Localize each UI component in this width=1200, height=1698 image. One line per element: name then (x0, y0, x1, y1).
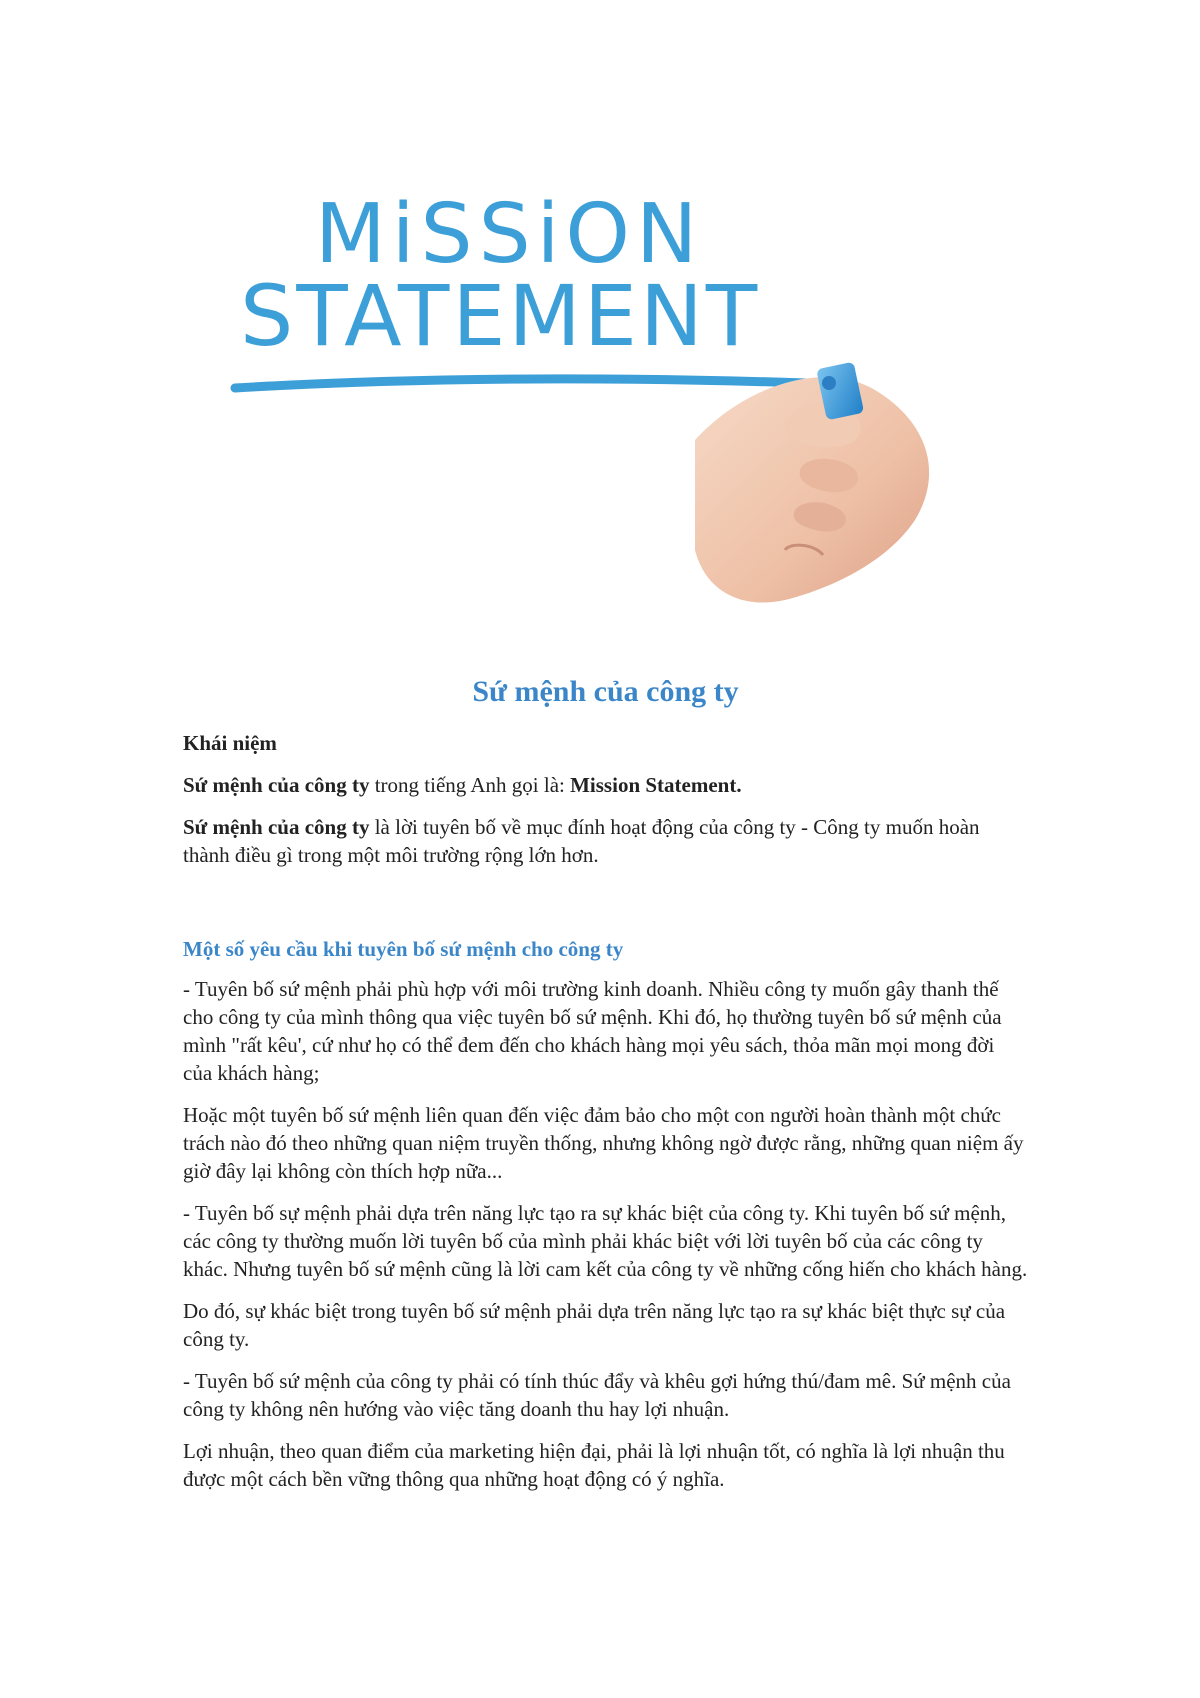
body-paragraph: - Tuyên bố sứ mệnh của công ty phải có tính thúc đẩy và khêu gợi hứng thú/đam mê. Sứ mệnh của công ty không nên hướng vào việc tăng doanh thu hay lợi nhuận. (183, 1369, 1011, 1421)
definition-text: trong tiếng Anh gọi là: (369, 773, 571, 797)
mission-statement-illustration (225, 170, 1005, 620)
section-heading-requirements: Một số yêu cầu khi tuyên bố sứ mệnh cho công ty (183, 937, 624, 961)
underline-stroke (235, 379, 835, 388)
term-bold: Sứ mệnh của công ty (183, 815, 370, 839)
body-paragraph: - Tuyên bố sự mệnh phải dựa trên năng lực tạo ra sự khác biệt của công ty. Khi tuyên bố sứ mệnh, các công ty thường muốn lời tuyên bố của mình phải khác biệt với lời tuyên bố của các công ty khác. Nhưng tuyên bố sứ mệnh cũng là lời cam kết của công ty về những cống hiến cho khách hàng. (183, 1201, 1028, 1281)
page-title: Sứ mệnh của công ty (472, 675, 739, 708)
term-bold: Sứ mệnh của công ty (183, 773, 370, 797)
body-paragraph: Lợi nhuận, theo quan điểm của marketing hiện đại, phải là lợi nhuận tốt, có nghĩa là lợi nhuận thu được một cách bền vững thông qua những hoạt động có ý nghĩa. (183, 1439, 1005, 1491)
document-body (183, 672, 1028, 1507)
body-paragraph: Hoặc một tuyên bố sứ mệnh liên quan đến việc đảm bảo cho một con người hoàn thành một chức trách nào đó theo những quan niệm truyền thống, nhưng không ngờ được rằng, những quan niệm ấy giờ đây lại không còn thích hợp nữa... (183, 1103, 1024, 1183)
body-paragraph: - Tuyên bố sứ mệnh phải phù hợp với môi trường kinh doanh. Nhiều công ty muốn gây thanh thế cho công ty của mình thông qua việc tuyên bố sứ mệnh. Khi đó, họ thường tuyên bố sứ mệnh của mình "rất kêu', cứ như họ có thể đem đến cho khách hàng mọi yêu sách, thỏa mãn mọi mong đời của khách hàng; (183, 977, 1002, 1085)
body-paragraph: Do đó, sự khác biệt trong tuyên bố sứ mệnh phải dựa trên năng lực tạo ra sự khác biệt thực sự của công ty. (183, 1299, 1006, 1351)
section-heading-concept: Khái niệm (183, 731, 277, 755)
definition-paragraph-2 (183, 813, 1028, 869)
definition-paragraph-1 (183, 771, 1028, 799)
hero-line2: STATEMENT (240, 267, 761, 365)
english-term-bold: Mission Statement. (570, 773, 742, 797)
hero-line1: MiSSiON (315, 187, 704, 282)
definition-text: là lời tuyên bố về mục đính hoạt động của công ty - Công ty muốn hoàn thành điều gì trong một môi trường rộng lớn hơn. (183, 815, 980, 867)
hand-icon (695, 377, 929, 602)
